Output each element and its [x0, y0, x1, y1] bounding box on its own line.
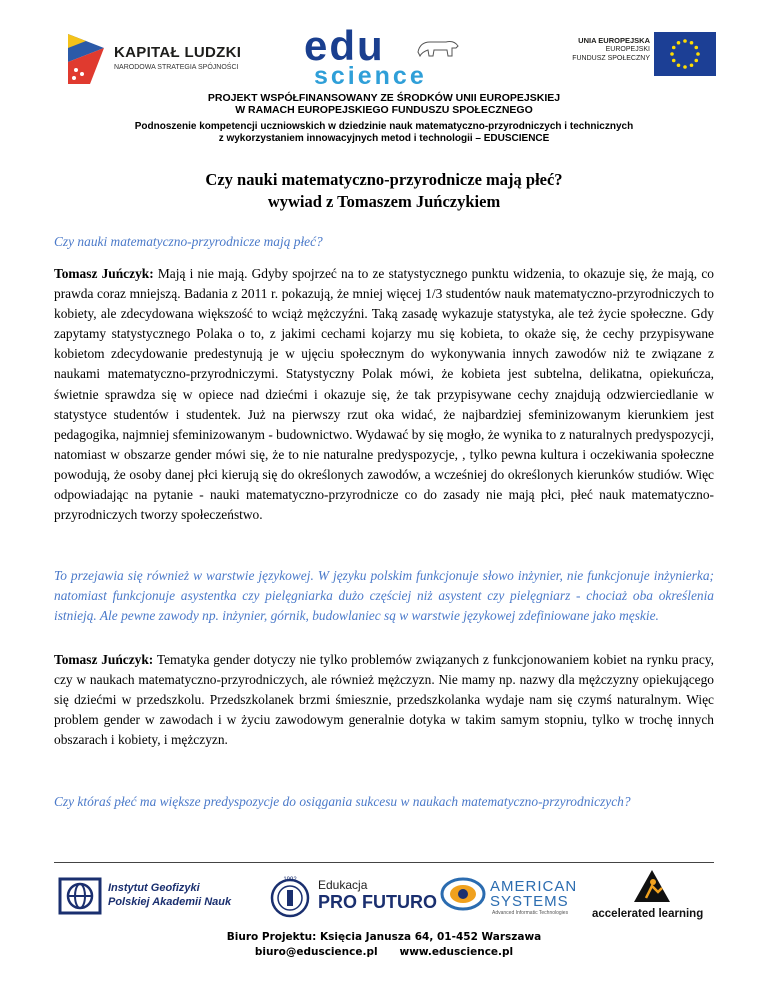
eu-star — [683, 39, 687, 43]
project-name-line2: z wykorzystaniem innowacyjnych metod i technologii – EDUSCIENCE — [218, 133, 550, 144]
speaker-name: Tomasz Juńczyk: — [54, 266, 154, 281]
pro-futuro-name: PRO FUTURO — [318, 892, 437, 912]
eu-star — [690, 63, 694, 67]
eu-logo-line1: UNIA EUROPEJSKA — [578, 36, 650, 45]
eu-star — [672, 46, 676, 50]
speaker-name: Tomasz Juńczyk: — [54, 652, 154, 667]
eu-logo-line3: FUNDUSZ SPOŁECZNY — [572, 55, 650, 62]
project-contact — [0, 946, 768, 959]
contact-website-link[interactable]: www.eduscience.pl — [399, 946, 514, 958]
accelerated-learning-figure-icon — [632, 868, 672, 904]
header-logos — [0, 0, 768, 100]
eu-star — [694, 59, 698, 63]
eduscience-logo-top: edu — [304, 22, 385, 69]
igf-pan-name-line1: Instytut Geofizyki — [108, 882, 200, 894]
pro-futuro-emblem-icon — [270, 872, 310, 920]
interview-question-3: Czy któraś płeć ma większe predyspozycje do osiągania sukcesu w naukach matematyczno-przyrodniczych? — [54, 794, 631, 809]
answer-2-text: Tematyka gender dotyczy nie tylko problemów związanych z funkcjonowaniem kobiet na rynku pracy, czy w naukach matematyczno-przyrodniczych, ale również mężczyzn. Nie mamy np. nazwy dla mężczyzny opiekującego się dziećmi w przedszkolu. Przedszkolanek brzmi śmiesznie, przedszkolanka wydaje nam się czymś naturalnym. Więc problem gender w zawodach i w życiu zawodowym generalnie dotyka w takim samym stopniu, tylko w trochę innych obszarach i kobiety, i mężczyzn. — [54, 652, 715, 748]
igf-globe-icon — [58, 875, 102, 917]
interview-answer-1 — [54, 264, 714, 525]
answer-1-text: Mają i nie mają. Gdyby spojrzeć na to ze statystycznego punktu widzenia, to okazuje się, że mają, co prawda coraz mniejszą. Badania z 2011 r. pokazują, że mniej więcej 1/3 studentów nauk matematyczno-przyrodniczych to kobiety, ale zdecydowana większość to wciąż mężczyźni. Taką zasadę wykazuje statystyka, ale też życie społeczne. Gdy zapytamy statystycznego Polaka o to, z jakimi cechami kojarzy mu się kobieta, to okaże się, że cechy przypisywane kobietom zdecydowanie predestynują je w ujęciu społecznym do wykonywania innych zawodów niż te związane z naukami matematyczno-przyrodniczymi. Statystyczny Polak mówi, że kobieta jest subtelna, delikatna, opiekuńcza, świetnie sprawdza się w opiece nad dziećmi i okazuje się, że tak przypisywane cechy znajdują odzwierciedlanie w statystyce studentów i studentek. Już na pierwszy rzut oka widać, że najbardziej sfeminizowanym kierunkiem jest pedagogika, najmniej sfeminizowanym - budownictwo. Wydawać by się mogło, że wynika to z naturalnych predyspozycji, natomiast w obszarze gender mówi się, że to nie naturalne predyspozycje, , tylko pewna kultura i oczekiwania społeczne powodują, że osoby danej płci kierują się do określonych zawodów, a wcześniej do określonych kierunków studiów. Więc odpowiadając na pytanie - nauki matematyczno-przyrodnicze co do zasady nie mają płci, płeć nauk matematyczno-przyrodniczych tworzy społeczeństwo. — [54, 266, 714, 523]
project-name-line1: Podnoszenie kompetencji uczniowskich w dziedzinie nauk matematyczno-przyrodniczych i technicznych — [134, 121, 634, 132]
article-title: Czy nauki matematyczno-przyrodnicze mają płeć? — [205, 170, 563, 189]
kapital-ludzki-title: KAPITAŁ LUDZKI — [114, 44, 242, 61]
eu-star — [677, 41, 681, 45]
kapital-ludzki-emblem-icon — [64, 30, 108, 86]
eduscience-logo-bottom: science — [314, 62, 427, 90]
project-funding-header — [0, 92, 768, 116]
interview-question-1: Czy nauki matematyczno-przyrodnicze mają płeć? — [54, 234, 323, 249]
eduscience-logo — [300, 22, 470, 90]
project-funding-line2: W RAMACH EUROPEJSKIEGO FUNDUSZU SPOŁECZNEGO — [235, 104, 533, 116]
eu-star — [677, 63, 681, 67]
eu-star — [672, 59, 676, 63]
footer-divider — [54, 862, 714, 863]
kapital-ludzki-subtitle: NARODOWA STRATEGIA SPÓJNOŚCI — [114, 64, 239, 71]
eu-star — [670, 52, 674, 56]
pro-futuro-logo — [270, 872, 437, 922]
igf-pan-name-line2: Polskiej Akademii Nauk — [108, 896, 232, 908]
american-systems-tagline: Advanced Informatic Technologies — [492, 910, 569, 916]
article-subtitle: wywiad z Tomaszem Juńczykiem — [267, 192, 501, 211]
project-funding-line1: PROJEKT WSPÓŁFINANSOWANY ZE ŚRODKÓW UNII EUROPEJSKIEJ — [207, 92, 561, 104]
accelerated-learning-name: accelerated learning — [592, 908, 704, 920]
pro-futuro-year: 1992 — [283, 877, 297, 883]
polar-bear-icon — [416, 34, 460, 60]
eu-logo — [548, 32, 716, 82]
eu-logo-text — [572, 36, 650, 63]
eu-star — [690, 41, 694, 45]
interview-answer-2 — [54, 650, 714, 750]
project-office-address: Biuro Projektu: Księcia Janusza 64, 01-452 Warszawa — [226, 931, 542, 943]
eu-star — [694, 46, 698, 50]
project-name-header — [0, 121, 768, 145]
contact-email-link[interactable]: biuro@eduscience.pl — [254, 946, 378, 958]
eu-star — [696, 52, 700, 56]
american-systems-logo — [440, 874, 590, 920]
eu-star — [683, 65, 687, 69]
american-systems-eye-icon — [440, 874, 486, 914]
pro-futuro-label: Edukacja — [318, 878, 368, 892]
igf-pan-logo — [58, 875, 258, 919]
igf-pan-name — [108, 881, 231, 909]
kapital-ludzki-logo — [64, 30, 242, 86]
interview-question-2: To przejawia się również w warstwie językowej. W języku polskim funkcjonuje słowo inżynier, nie funkcjonuje inżynierka; natomiast funkcjonuje asystentka czy pielęgniarka dużo częściej niż asystent czy pielęgniarz - chociaż oba określenia istnieją. Ale pewne zawody np. inżynier, górnik, budowlaniec są w warstwie językowej zdefiniowane jako męskie. — [54, 568, 714, 624]
eu-flag-icon — [654, 32, 716, 76]
accelerated-learning-logo — [590, 868, 720, 924]
american-systems-line1: AMERICAN — [490, 878, 578, 895]
eu-logo-line2: EUROPEJSKI — [605, 46, 650, 53]
american-systems-line2: SYSTEMS — [490, 893, 569, 910]
